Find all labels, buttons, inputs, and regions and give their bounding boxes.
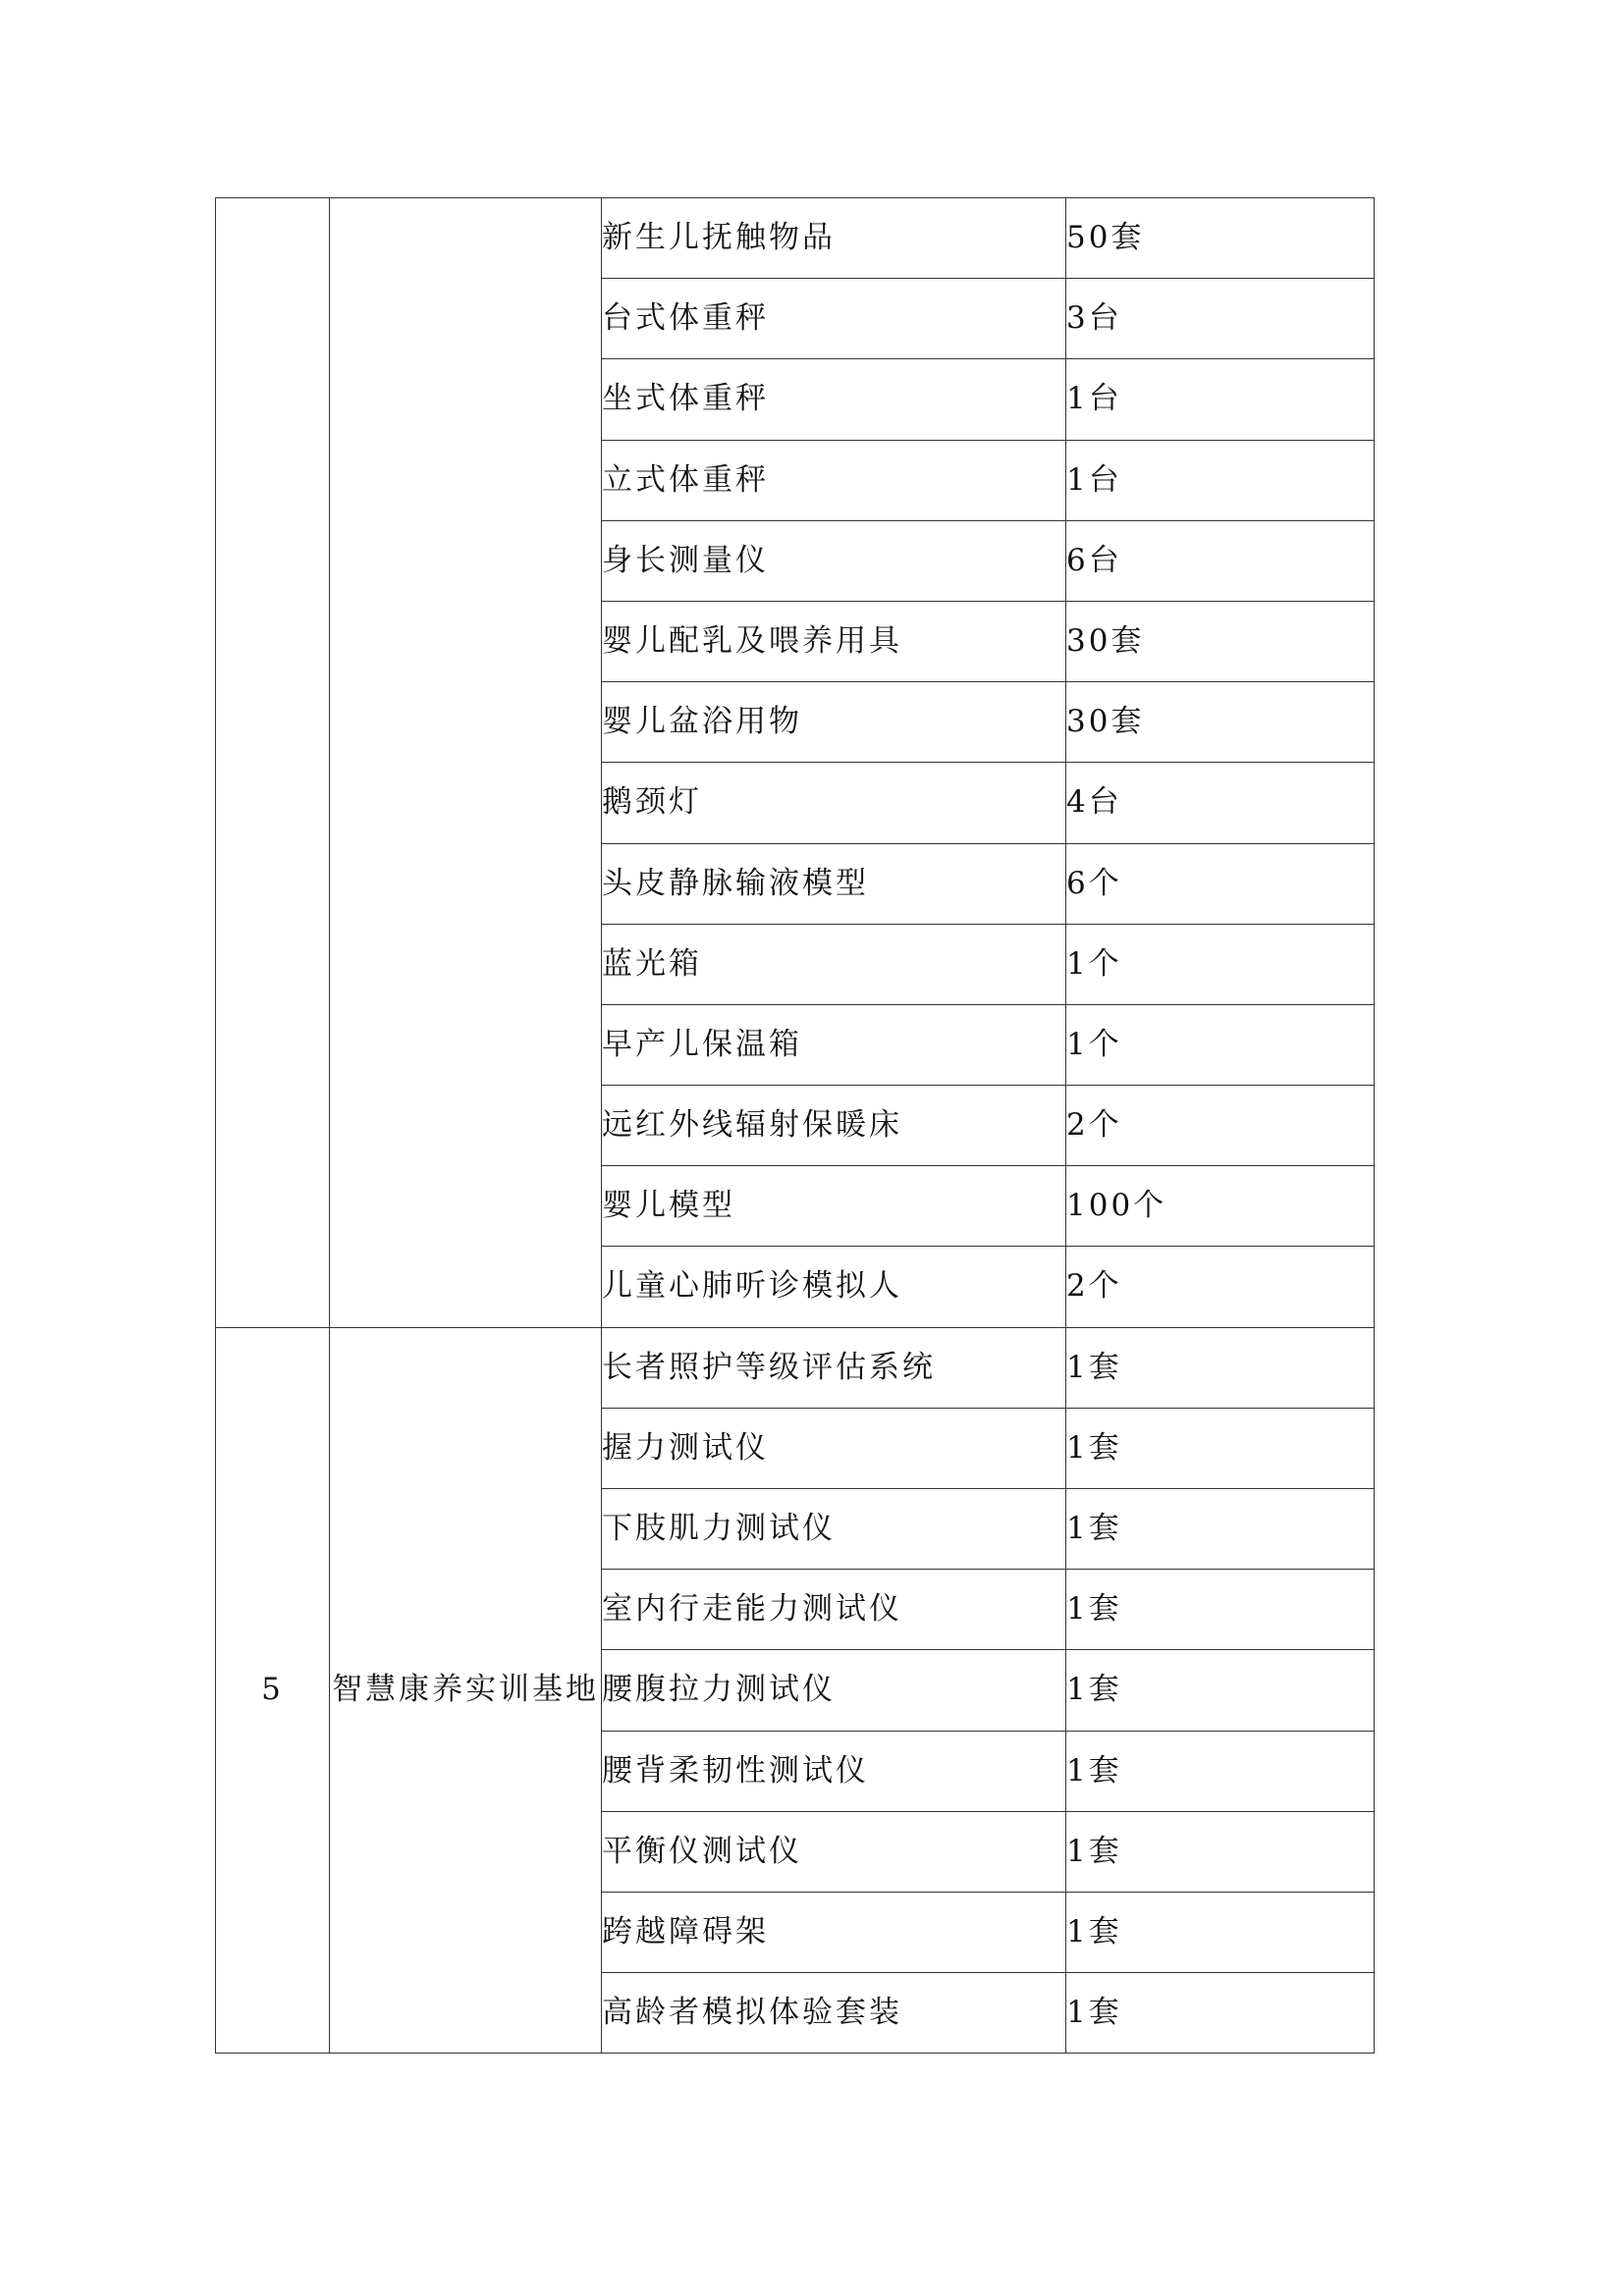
equipment-quantity-cell: 3台: [1066, 279, 1375, 359]
equipment-name-cell: 蓝光箱: [602, 924, 1066, 1004]
equipment-name-cell: 早产儿保温箱: [602, 1004, 1066, 1085]
table-row: [216, 198, 1375, 279]
equipment-quantity-cell: 1个: [1066, 1004, 1375, 1085]
equipment-name-cell: 台式体重秤: [602, 279, 1066, 359]
equipment-quantity-cell: 50套: [1066, 198, 1375, 279]
equipment-name-cell: 新生儿抚触物品: [602, 198, 1066, 279]
equipment-quantity-cell: 1套: [1066, 1489, 1375, 1570]
equipment-name-cell: 婴儿盆浴用物: [602, 682, 1066, 763]
equipment-name-cell: 腰背柔韧性测试仪: [602, 1731, 1066, 1811]
equipment-name-cell: 婴儿配乳及喂养用具: [602, 601, 1066, 681]
equipment-name-cell: 平衡仪测试仪: [602, 1811, 1066, 1892]
equipment-quantity-cell: 1套: [1066, 1650, 1375, 1731]
equipment-quantity-cell: 1套: [1066, 1973, 1375, 2054]
equipment-name-cell: 长者照护等级评估系统: [602, 1327, 1066, 1408]
equipment-name-cell: 鹅颈灯: [602, 763, 1066, 843]
equipment-name-cell: 下肢肌力测试仪: [602, 1489, 1066, 1570]
equipment-quantity-cell: 30套: [1066, 682, 1375, 763]
equipment-name-cell: 头皮静脉输液模型: [602, 843, 1066, 924]
equipment-name-cell: 腰腹拉力测试仪: [602, 1650, 1066, 1731]
equipment-quantity-cell: 1套: [1066, 1892, 1375, 1972]
training-base-cell: [330, 198, 602, 1328]
equipment-quantity-cell: 2个: [1066, 1086, 1375, 1166]
equipment-quantity-cell: 1个: [1066, 924, 1375, 1004]
equipment-quantity-cell: 1套: [1066, 1731, 1375, 1811]
equipment-table-body: [216, 198, 1375, 2054]
equipment-name-cell: 婴儿模型: [602, 1166, 1066, 1247]
equipment-name-cell: 跨越障碍架: [602, 1892, 1066, 1972]
equipment-name-cell: 立式体重秤: [602, 440, 1066, 520]
equipment-name-cell: 远红外线辐射保暖床: [602, 1086, 1066, 1166]
equipment-quantity-cell: 1套: [1066, 1811, 1375, 1892]
group-number-cell: 5: [216, 1327, 330, 2054]
equipment-quantity-cell: 100个: [1066, 1166, 1375, 1247]
training-base-cell: 智慧康养实训基地: [330, 1327, 602, 2054]
equipment-name-cell: 儿童心肺听诊模拟人: [602, 1247, 1066, 1327]
equipment-table: [215, 197, 1375, 2054]
equipment-name-cell: 坐式体重秤: [602, 359, 1066, 440]
equipment-quantity-cell: 1套: [1066, 1570, 1375, 1650]
equipment-name-cell: 室内行走能力测试仪: [602, 1570, 1066, 1650]
equipment-name-cell: 高龄者模拟体验套装: [602, 1973, 1066, 2054]
equipment-name-cell: 握力测试仪: [602, 1408, 1066, 1488]
equipment-quantity-cell: 1套: [1066, 1327, 1375, 1408]
equipment-quantity-cell: 2个: [1066, 1247, 1375, 1327]
equipment-quantity-cell: 6台: [1066, 520, 1375, 601]
table-row: [216, 1327, 1375, 1408]
equipment-quantity-cell: 6个: [1066, 843, 1375, 924]
equipment-quantity-cell: 4台: [1066, 763, 1375, 843]
equipment-name-cell: 身长测量仪: [602, 520, 1066, 601]
equipment-quantity-cell: 1台: [1066, 440, 1375, 520]
equipment-quantity-cell: 30套: [1066, 601, 1375, 681]
equipment-quantity-cell: 1套: [1066, 1408, 1375, 1488]
equipment-quantity-cell: 1台: [1066, 359, 1375, 440]
group-number-cell: [216, 198, 330, 1328]
